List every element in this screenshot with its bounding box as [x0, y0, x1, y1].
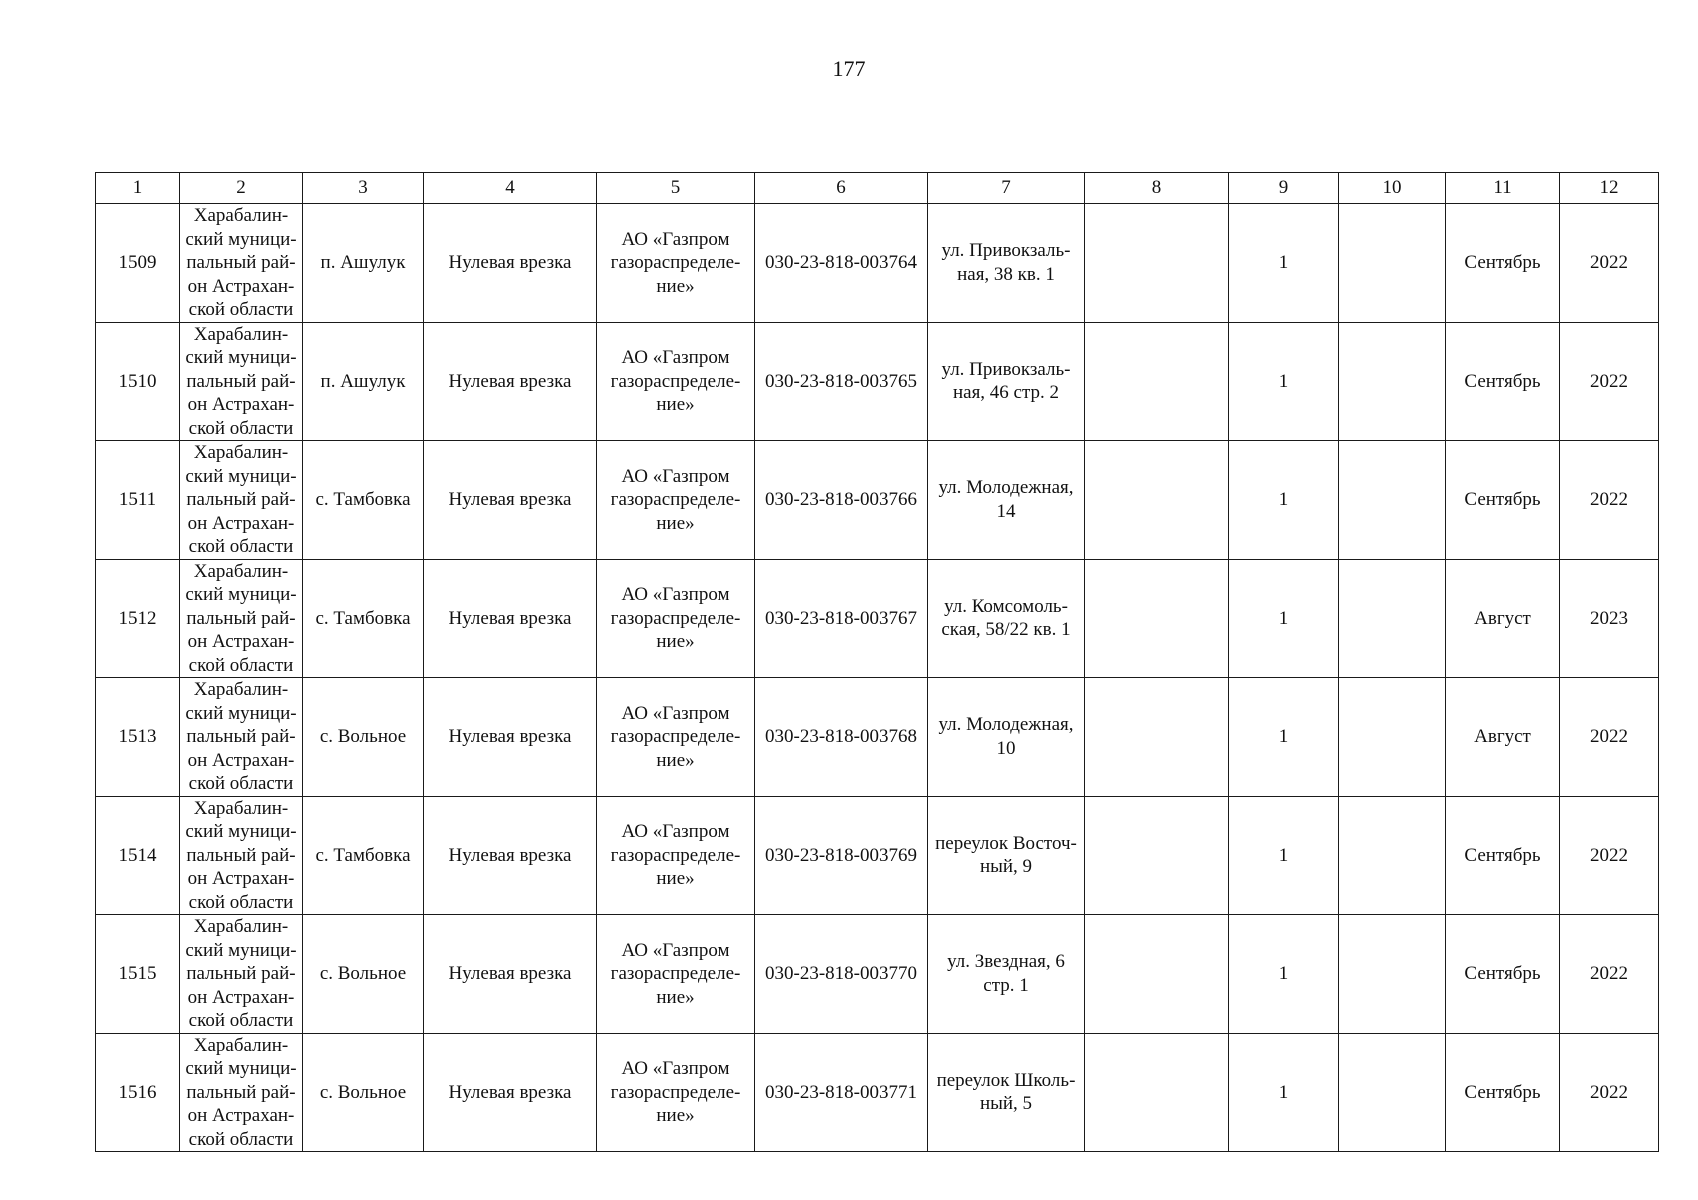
work-type-cell: Нулевая врезка [424, 796, 597, 915]
settlement-cell: с. Вольное [303, 1033, 424, 1152]
count-cell: 1 [1229, 322, 1339, 441]
address-cell: переулок Школь- ный, 5 [928, 1033, 1085, 1152]
month-cell: Сентябрь [1446, 1033, 1560, 1152]
row-number-cell: 1513 [96, 678, 180, 797]
district-cell: Харабалин- ский муници- пальный рай- он Астрахан- ской области [180, 915, 303, 1034]
address-cell: ул. Привокзаль- ная, 38 кв. 1 [928, 204, 1085, 323]
code-cell: 030-23-818-003765 [755, 322, 928, 441]
code-cell: 030-23-818-003768 [755, 678, 928, 797]
year-cell: 2022 [1560, 678, 1659, 797]
work-type-cell: Нулевая врезка [424, 1033, 597, 1152]
address-cell: ул. Привокзаль- ная, 46 стр. 2 [928, 322, 1085, 441]
settlement-cell: с. Тамбовка [303, 441, 424, 560]
address-cell: переулок Восточ- ный, 9 [928, 796, 1085, 915]
row-number-cell: 1514 [96, 796, 180, 915]
cell-col8 [1085, 322, 1229, 441]
district-cell: Харабалин- ский муници- пальный рай- он Астрахан- ской области [180, 678, 303, 797]
count-cell: 1 [1229, 915, 1339, 1034]
table-row [96, 322, 1659, 441]
district-cell: Харабалин- ский муници- пальный рай- он Астрахан- ской области [180, 322, 303, 441]
table-row [96, 441, 1659, 560]
organization-cell: АО «Газпром газораспределе- ние» [597, 915, 755, 1034]
column-header: 5 [597, 173, 755, 204]
month-cell: Сентябрь [1446, 915, 1560, 1034]
cell-col10 [1339, 441, 1446, 560]
column-header: 11 [1446, 173, 1560, 204]
organization-cell: АО «Газпром газораспределе- ние» [597, 559, 755, 678]
district-cell: Харабалин- ский муници- пальный рай- он Астрахан- ской области [180, 796, 303, 915]
settlement-cell: п. Ашулук [303, 204, 424, 323]
cell-col10 [1339, 322, 1446, 441]
data-table [95, 172, 1659, 1152]
column-header: 8 [1085, 173, 1229, 204]
page-number: 177 [832, 56, 866, 81]
code-cell: 030-23-818-003771 [755, 1033, 928, 1152]
cell-col10 [1339, 1033, 1446, 1152]
organization-cell: АО «Газпром газораспределе- ние» [597, 796, 755, 915]
table-row [96, 559, 1659, 678]
column-header: 9 [1229, 173, 1339, 204]
cell-col8 [1085, 1033, 1229, 1152]
month-cell: Сентябрь [1446, 796, 1560, 915]
year-cell: 2022 [1560, 1033, 1659, 1152]
table-row [96, 678, 1659, 797]
cell-col8 [1085, 441, 1229, 560]
count-cell: 1 [1229, 559, 1339, 678]
organization-cell: АО «Газпром газораспределе- ние» [597, 1033, 755, 1152]
header-row [96, 173, 1659, 204]
cell-col10 [1339, 915, 1446, 1034]
cell-col8 [1085, 559, 1229, 678]
organization-cell: АО «Газпром газораспределе- ние» [597, 678, 755, 797]
organization-cell: АО «Газпром газораспределе- ние» [597, 322, 755, 441]
month-cell: Сентябрь [1446, 204, 1560, 323]
cell-col10 [1339, 204, 1446, 323]
row-number-cell: 1509 [96, 204, 180, 323]
column-header: 12 [1560, 173, 1659, 204]
year-cell: 2022 [1560, 204, 1659, 323]
district-cell: Харабалин- ский муници- пальный рай- он Астрахан- ской области [180, 559, 303, 678]
address-cell: ул. Молодежная, 10 [928, 678, 1085, 797]
cell-col10 [1339, 796, 1446, 915]
address-cell: ул. Комсомоль- ская, 58/22 кв. 1 [928, 559, 1085, 678]
month-cell: Сентябрь [1446, 322, 1560, 441]
year-cell: 2022 [1560, 915, 1659, 1034]
district-cell: Харабалин- ский муници- пальный рай- он Астрахан- ской области [180, 441, 303, 560]
cell-col10 [1339, 678, 1446, 797]
cell-col8 [1085, 915, 1229, 1034]
column-header: 4 [424, 173, 597, 204]
count-cell: 1 [1229, 1033, 1339, 1152]
column-header: 2 [180, 173, 303, 204]
column-header: 1 [96, 173, 180, 204]
column-header: 7 [928, 173, 1085, 204]
district-cell: Харабалин- ский муници- пальный рай- он Астрахан- ской области [180, 1033, 303, 1152]
column-header: 3 [303, 173, 424, 204]
year-cell: 2022 [1560, 441, 1659, 560]
count-cell: 1 [1229, 441, 1339, 560]
work-type-cell: Нулевая врезка [424, 322, 597, 441]
row-number-cell: 1516 [96, 1033, 180, 1152]
month-cell: Август [1446, 559, 1560, 678]
count-cell: 1 [1229, 204, 1339, 323]
column-header: 6 [755, 173, 928, 204]
work-type-cell: Нулевая врезка [424, 915, 597, 1034]
row-number-cell: 1515 [96, 915, 180, 1034]
year-cell: 2022 [1560, 322, 1659, 441]
work-type-cell: Нулевая врезка [424, 559, 597, 678]
month-cell: Август [1446, 678, 1560, 797]
settlement-cell: с. Тамбовка [303, 796, 424, 915]
organization-cell: АО «Газпром газораспределе- ние» [597, 204, 755, 323]
month-cell: Сентябрь [1446, 441, 1560, 560]
cell-col10 [1339, 559, 1446, 678]
code-cell: 030-23-818-003770 [755, 915, 928, 1034]
work-type-cell: Нулевая врезка [424, 204, 597, 323]
settlement-cell: п. Ашулук [303, 322, 424, 441]
district-cell: Харабалин- ский муници- пальный рай- он Астрахан- ской области [180, 204, 303, 323]
organization-cell: АО «Газпром газораспределе- ние» [597, 441, 755, 560]
address-cell: ул. Молодежная, 14 [928, 441, 1085, 560]
settlement-cell: с. Тамбовка [303, 559, 424, 678]
work-type-cell: Нулевая врезка [424, 678, 597, 797]
count-cell: 1 [1229, 796, 1339, 915]
code-cell: 030-23-818-003769 [755, 796, 928, 915]
cell-col8 [1085, 678, 1229, 797]
cell-col8 [1085, 204, 1229, 323]
settlement-cell: с. Вольное [303, 678, 424, 797]
table-row [96, 796, 1659, 915]
code-cell: 030-23-818-003767 [755, 559, 928, 678]
row-number-cell: 1510 [96, 322, 180, 441]
table-row [96, 915, 1659, 1034]
work-type-cell: Нулевая врезка [424, 441, 597, 560]
table-row [96, 1033, 1659, 1152]
settlement-cell: с. Вольное [303, 915, 424, 1034]
year-cell: 2023 [1560, 559, 1659, 678]
count-cell: 1 [1229, 678, 1339, 797]
cell-col8 [1085, 796, 1229, 915]
table-row [96, 204, 1659, 323]
code-cell: 030-23-818-003764 [755, 204, 928, 323]
address-cell: ул. Звездная, 6 стр. 1 [928, 915, 1085, 1034]
row-number-cell: 1511 [96, 441, 180, 560]
year-cell: 2022 [1560, 796, 1659, 915]
row-number-cell: 1512 [96, 559, 180, 678]
column-header: 10 [1339, 173, 1446, 204]
code-cell: 030-23-818-003766 [755, 441, 928, 560]
